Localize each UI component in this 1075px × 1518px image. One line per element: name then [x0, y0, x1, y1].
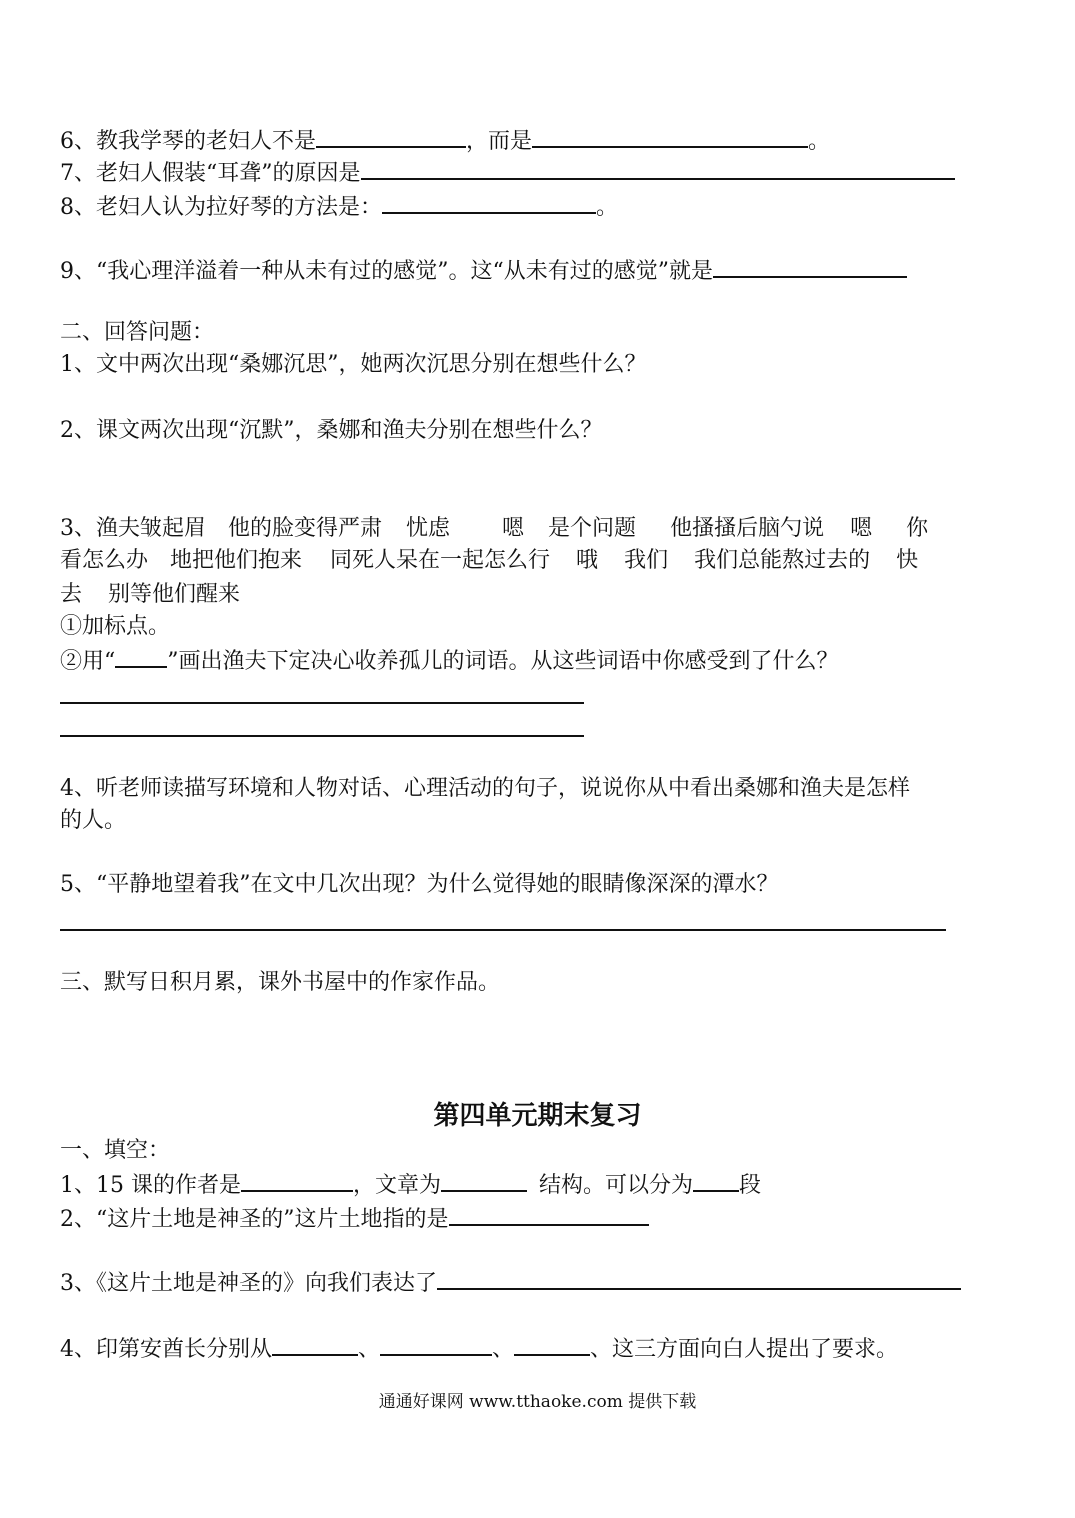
- answer-blank[interactable]: [449, 1202, 649, 1226]
- answer-blank[interactable]: [272, 1332, 358, 1356]
- section-2-heading: 二、回答问题：: [60, 320, 215, 345]
- question-2-2: 2、课文两次出现“沉默”，桑娜和渔夫分别在想些什么？: [60, 418, 603, 443]
- question-6: 6、教我学琴的老妇人不是 ，而是 。: [60, 124, 830, 157]
- section-3-heading: 三、默写日积月累，课外书屋中的作家作品。: [60, 970, 501, 995]
- question-2-3-sub-2: ②用“ ”画出渔夫下定决心收养孤儿的词语。从这些词语中你感受到了什么？: [60, 644, 839, 677]
- answer-blank[interactable]: [437, 1266, 961, 1290]
- unit-4-question-2: 2、“这片土地是神圣的”这片土地指的是: [60, 1202, 649, 1235]
- answer-blank[interactable]: [514, 1332, 590, 1356]
- answer-blank[interactable]: [241, 1168, 353, 1192]
- question-8: 8、老妇人认为拉好琴的方法是： 。: [60, 190, 618, 223]
- answer-blank[interactable]: [441, 1168, 527, 1192]
- answer-blank[interactable]: [382, 190, 596, 214]
- answer-blank[interactable]: [693, 1168, 739, 1192]
- unit-4-heading: 一、填空：: [60, 1138, 171, 1163]
- question-2-5: 5、“平静地望着我”在文中几次出现？为什么觉得她的眼睛像深深的潭水？: [60, 872, 779, 897]
- underline-marker: [115, 644, 167, 668]
- question-2-4-line-1: 4、听老师读描写环境和人物对话、心理活动的句子，说说你从中看出桑娜和渔夫是怎样: [60, 776, 910, 801]
- question-2-1: 1、文中两次出现“桑娜沉思”，她两次沉思分别在想些什么？: [60, 352, 647, 377]
- question-2-4-line-2: 的人。: [60, 808, 127, 833]
- question-2-3-sub-1: ①加标点。: [60, 614, 171, 639]
- unit-4-title: 第四单元期末复习: [433, 1101, 642, 1131]
- question-2-3-line-2: 看怎么办 地把他们抱来 同死人呆在一起怎么行 哦 我们 我们总能熬过去的 快: [60, 548, 919, 573]
- answer-blank[interactable]: [532, 124, 808, 148]
- question-2-3-line-1: 3、渔夫皱起眉 他的脸变得严肃 忧虑 嗯 是个问题 他搔搔后脑勺说 嗯 你: [60, 516, 929, 541]
- unit-4-question-3: 3、《这片土地是神圣的》向我们表达了: [60, 1266, 961, 1299]
- question-9: 9、“我心理洋溢着一种从未有过的感觉”。这“从未有过的感觉”就是: [60, 254, 907, 287]
- answer-line[interactable]: [60, 735, 584, 737]
- unit-4-question-1: 1、15 课的作者是 ，文章为 结构。可以分为 段: [60, 1168, 761, 1201]
- answer-line[interactable]: [60, 702, 584, 704]
- question-7: 7、老妇人假装“耳聋”的原因是: [60, 156, 955, 189]
- answer-line[interactable]: [60, 929, 946, 931]
- answer-blank[interactable]: [380, 1332, 492, 1356]
- question-2-3-line-3: 去 别等他们醒来: [60, 582, 241, 607]
- footer-credit: 通通好课网 www.tthaoke.com 提供下载: [378, 1392, 697, 1412]
- answer-blank[interactable]: [713, 254, 907, 278]
- answer-blank[interactable]: [316, 124, 466, 148]
- unit-4-question-4: 4、印第安酋长分别从 、 、 、这三方面向白人提出了要求。: [60, 1332, 898, 1365]
- answer-blank[interactable]: [361, 156, 955, 180]
